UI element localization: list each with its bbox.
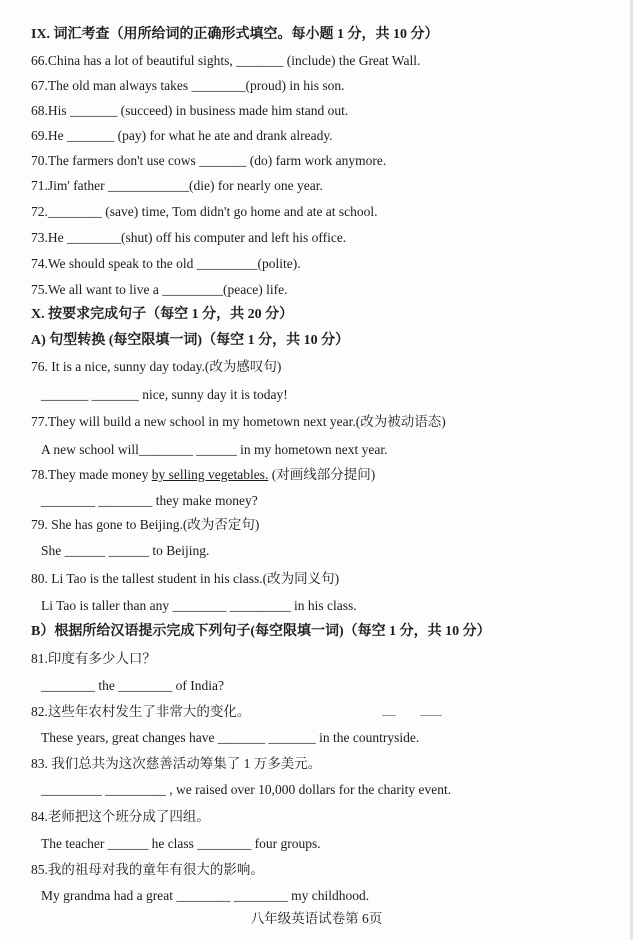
part-a-heading: A) 句型转换 (每空限填一词)（每空 1 分，共 10 分） [31, 333, 350, 348]
question-74: 74.We should speak to the old _________(polite). [31, 256, 301, 271]
question-82: 82.这些年农村发生了非常大的变化。 [31, 704, 251, 719]
question-71: 71.Jim' father ____________(die) for nearly one year. [31, 178, 323, 193]
answer-77: A new school will________ ______ in my hometown next year. [41, 442, 388, 457]
question-76: 76. It is a nice, sunny day today.(改为感叹句) [31, 359, 282, 374]
question-84: 84.老师把这个班分成了四组。 [31, 809, 210, 824]
answer-85: My grandma had a great ________ ________ my childhood. [41, 888, 370, 903]
page-footer: 八年级英语试卷第 6页 [250, 911, 383, 926]
question-78 [31, 466, 375, 484]
answer-76: _______ _______ nice, sunny day it is today! [41, 387, 288, 402]
question-67: 67.The old man always takes ________(proud) in his son. [31, 78, 345, 93]
question-80: 80. Li Tao is the tallest student in his class.(改为同义句) [31, 571, 340, 586]
question-78-underlined: by selling vegetables. [151, 467, 269, 482]
question-70: 70.The farmers don't use cows _______ (do) farm work anymore. [31, 153, 387, 168]
answer-82: These years, great changes have _______ _______ in the countryside. [41, 730, 420, 745]
question-78-text: 78.They made money [31, 467, 152, 482]
section-ix-heading: IX. 词汇考查（用所给词的正确形式填空。每小题 1 分，共 10 分） [31, 27, 439, 42]
question-66: 66.China has a lot of beautiful sights, _______ (include) the Great Wall. [31, 53, 421, 68]
answer-84: The teacher ______ he class ________ four groups. [41, 836, 321, 851]
question-73: 73.He ________(shut) off his computer and left his office. [31, 230, 347, 245]
answer-83: _________ _________ , we raised over 10,000 dollars for the charity event. [41, 782, 452, 797]
question-77: 77.They will build a new school in my hometown next year.(改为被动语态) [31, 414, 446, 429]
question-83: 83. 我们总共为这次慈善活动筹集了 1 万多美元。 [31, 756, 322, 771]
answer-81: ________ the ________ of India? [41, 678, 224, 693]
question-85: 85.我的祖母对我的童年有很大的影响。 [31, 862, 264, 877]
answer-80: Li Tao is taller than any ________ _________ in his class. [41, 598, 357, 613]
part-b-heading: B）根据所给汉语提示完成下列句子(每空限填一词)（每空 1 分，共 10 分） [31, 624, 491, 639]
question-69: 69.He _______ (pay) for what he ate and drank already. [31, 128, 333, 143]
answer-79: She ______ ______ to Beijing. [41, 543, 210, 558]
section-x-heading: X. 按要求完成句子（每空 1 分，共 20 分） [31, 307, 294, 322]
question-79: 79. She has gone to Beijing.(改为否定句) [31, 517, 260, 532]
question-78-instruction: (对画线部分提问) [268, 467, 376, 482]
stray-mark [420, 715, 442, 716]
question-81: 81.印度有多少人口？ [31, 651, 156, 666]
question-72: 72.________ (save) time, Tom didn't go home and ate at school. [31, 204, 378, 219]
answer-78: ________ ________ they make money? [41, 493, 258, 508]
question-75: 75.We all want to live a _________(peace) life. [31, 282, 288, 297]
question-68: 68.His _______ (succeed) in business made him stand out. [31, 103, 349, 118]
stray-mark [382, 715, 396, 716]
